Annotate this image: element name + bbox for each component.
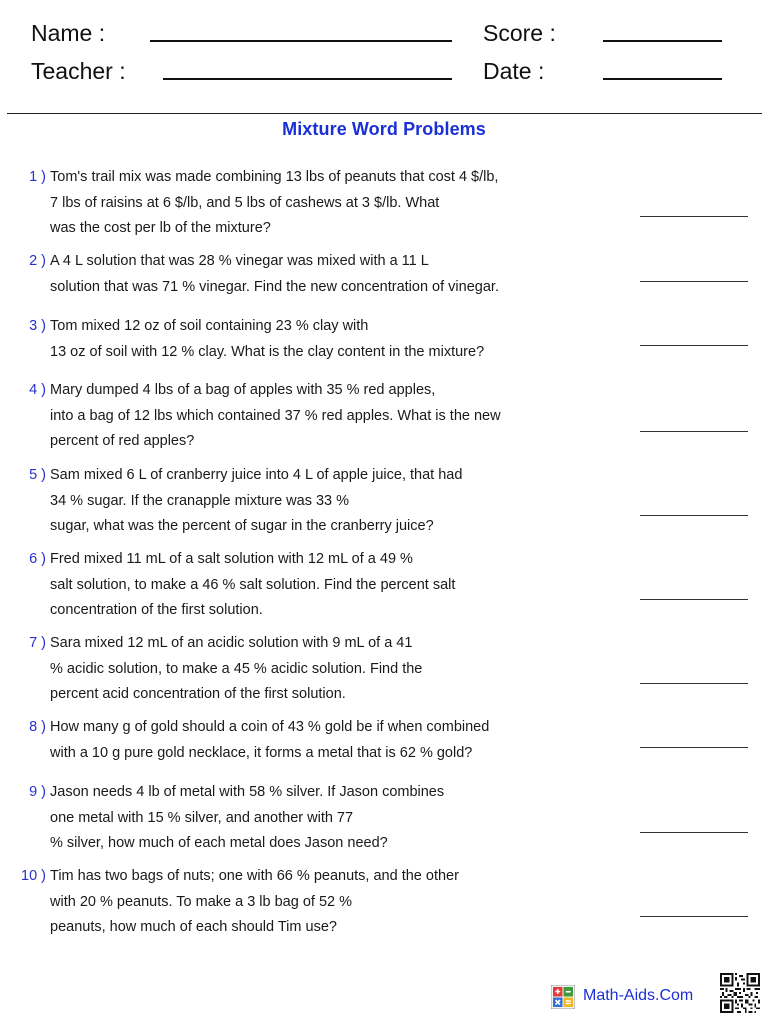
problem-line: into a bag of 12 lbs which contained 37 % red apples. What is the new (50, 407, 501, 424)
problem-line: Sam mixed 6 L of cranberry juice into 4 L of apple juice, that had (50, 467, 463, 483)
problem-line: Jason needs 4 lb of metal with 58 % silver. If Jason combines (50, 784, 445, 800)
date-field[interactable] (603, 78, 722, 80)
problem-number: 9 ) (29, 784, 46, 800)
problem-number: 4 ) (29, 382, 46, 398)
problem-line: Sara mixed 12 mL of an acidic solution with 9 mL of a 41 (50, 635, 413, 651)
problem-number: 1 ) (29, 169, 46, 185)
problem-number: 7 ) (29, 635, 46, 651)
problem-line: sugar, what was the percent of sugar in the cranberry juice? (50, 518, 434, 534)
problem-line: Mary dumped 4 lbs of a bag of apples with 35 % red apples, (50, 382, 436, 398)
answer-line[interactable] (640, 916, 748, 917)
teacher-field[interactable] (163, 78, 452, 80)
problem-line: percent of red apples? (50, 433, 195, 449)
problem-line: Tom mixed 12 oz of soil containing 23 % clay with (50, 318, 369, 334)
answer-line[interactable] (640, 431, 748, 432)
problem-text (50, 165, 530, 242)
problem-line: 13 oz of soil with 12 % clay. What is the clay content in the mixture? (50, 343, 485, 360)
problem-line: Tim has two bags of nuts; one with 66 % peanuts, and the other (50, 868, 459, 884)
problem-line: percent acid concentration of the first solution. (50, 686, 346, 702)
problem-line: with a 10 g pure gold necklace, it forms a metal that is 62 % gold? (50, 744, 473, 761)
problem-text (50, 864, 530, 941)
problem-text (50, 249, 530, 300)
answer-line[interactable] (640, 599, 748, 600)
problem-text (50, 715, 530, 766)
problem-line: with 20 % peanuts. To make a 3 lb bag of 52 % (50, 893, 353, 910)
score-label: Score : (483, 20, 556, 46)
answer-line[interactable] (640, 345, 748, 346)
problem-text (50, 631, 530, 708)
answer-line[interactable] (640, 832, 748, 833)
score-field[interactable] (603, 40, 722, 42)
name-label: Name : (31, 20, 106, 46)
problem-number: 2 ) (29, 253, 46, 269)
problem-number: 8 ) (29, 719, 46, 735)
calculator-icon (551, 985, 575, 1009)
problem-number: 10 ) (21, 868, 46, 884)
problem-line: salt solution, to make a 46 % salt solution. Find the percent salt (50, 576, 456, 593)
problem-line: % silver, how much of each metal does Jason need? (50, 835, 388, 851)
answer-line[interactable] (640, 747, 748, 748)
problem-line: one metal with 15 % silver, and another with 77 (50, 809, 354, 826)
name-field[interactable] (150, 40, 452, 42)
problem-line: % acidic solution, to make a 45 % acidic solution. Find the (50, 660, 423, 677)
problem-line: 34 % sugar. If the cranapple mixture was 33 % (50, 492, 350, 509)
header-divider (7, 113, 762, 114)
problem-number: 3 ) (29, 318, 46, 334)
problem-line: concentration of the first solution. (50, 602, 263, 618)
worksheet-title: Mixture Word Problems (282, 119, 486, 139)
date-label: Date : (483, 58, 545, 84)
answer-line[interactable] (640, 281, 748, 282)
problem-line: peanuts, how much of each should Tim use? (50, 919, 337, 935)
problem-line: A 4 L solution that was 28 % vinegar was mixed with a 11 L (50, 253, 429, 269)
problem-text (50, 780, 530, 857)
problem-text (50, 463, 530, 540)
answer-line[interactable] (640, 216, 748, 217)
teacher-label: Teacher : (31, 58, 126, 84)
problem-text (50, 314, 530, 365)
problem-line: 7 lbs of raisins at 6 $/lb, and 5 lbs of cashews at 3 $/lb. What (50, 194, 440, 211)
answer-line[interactable] (640, 683, 748, 684)
qr-code-icon (720, 972, 760, 1014)
problem-text (50, 547, 530, 624)
problem-line: was the cost per lb of the mixture? (50, 220, 271, 236)
answer-line[interactable] (640, 515, 748, 516)
problem-line: Tom's trail mix was made combining 13 lbs of peanuts that cost 4 $/lb, (50, 169, 499, 185)
problem-line: How many g of gold should a coin of 43 % gold be if when combined (50, 719, 490, 735)
problem-line: Fred mixed 11 mL of a salt solution with 12 mL of a 49 % (50, 551, 413, 567)
problem-text (50, 378, 530, 455)
problem-line: solution that was 71 % vinegar. Find the new concentration of vinegar. (50, 278, 499, 295)
problem-number: 6 ) (29, 551, 46, 567)
brand-link[interactable]: Math-Aids.Com (583, 987, 694, 1004)
problem-number: 5 ) (29, 467, 46, 483)
